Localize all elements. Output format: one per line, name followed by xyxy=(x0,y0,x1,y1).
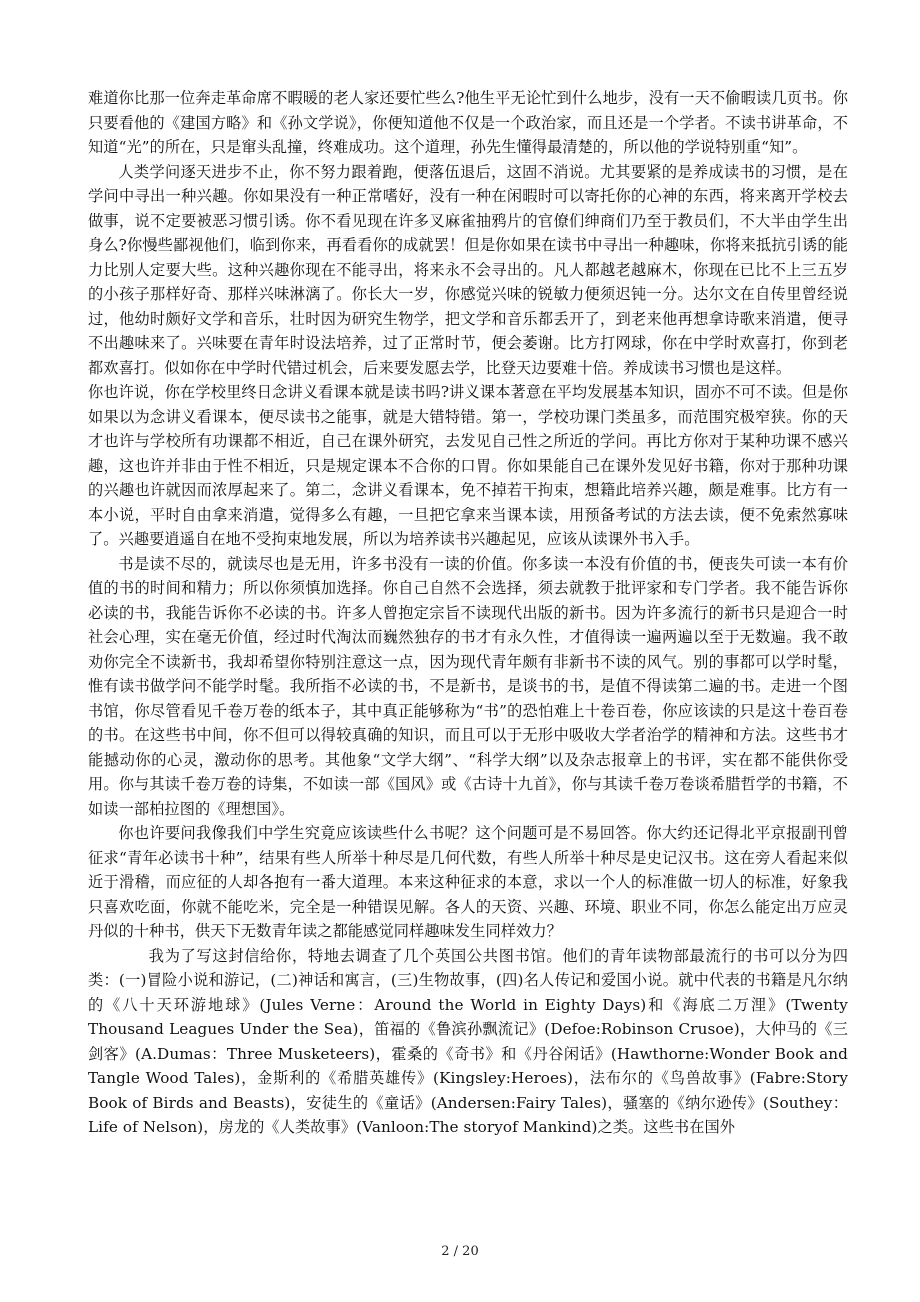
paragraph-6: 我为了写这封信给你，特地去调查了几个英国公共图书馆。他们的青年读物部最流行的书可以分为四类：(一)冒险小说和游记，(二)神话和寓言，(三)生物故事，(四)名人传记和爱国小说。就中代表的书籍是凡尔纳的《八十天环游地球》(Jules Verne：Around the World in Eighty Days)和《海底二万浬》(Twenty Thousand Leagues Under the Sea)，笛福的《鲁滨孙飘流记》(Defoe:Robinson Crusoe)，大仲马的《三剑客》(A.Dumas：Three Musketeers)，霍桑的《奇书》和《丹谷闲话》(Hawthorne:Wonder Book and Tangle Wood Tales)，金斯利的《希腊英雄传》(Kingsley:Heroes)，法布尔的《鸟兽故事》(Fabre:Story Book of Birds and Beasts)，安徒生的《童话》(Andersen:Fairy Tales)，骚塞的《纳尔逊传》(Southey：Life of Nelson)，房龙的《人类故事》(Vanloon:The storyof Mankind)之类。这些书在国外 xyxy=(88,946,848,1136)
paragraph-3: 你也许说，你在学校里终日念讲义看课本就是读书吗?讲义课本著意在平均发展基本知识，固亦不可不读。但是你如果以为念讲义看课本，便尽读书之能事，就是大错特错。第一，学校功课门类虽多，而范围究极窄狭。你的天才也许与学校所有功课都不相近，自己在课外研究，去发见自己性之所近的学问。再比方你对于某种功课不感兴趣，这也许并非由于性不相近，只是规定课本不合你的口胃。你如果能自己在课外发见好书籍，你对于那种功课的兴趣也许就因而浓厚起来了。第二，念讲义看课本，免不掉若干拘束，想籍此培养兴趣，颇是难事。比方有一本小说，平时自由拿来消遣，觉得多么有趣，一旦把它拿来当课本读，用预备考试的方法去读，便不免索然寡味了。兴趣要逍遥自在地不受拘束地发展，所以为培养读书兴趣起见，应该从读课外书入手。 xyxy=(88,383,848,548)
paragraph-1: 难道你比那一位奔走革命席不暇暖的老人家还要忙些么?他生平无论忙到什么地步，没有一天不偷暇读几页书。你只要看他的《建国方略》和《孙文学说》，你便知道他不仅是一个政治家，而且还是一个学者。不读书讲革命，不知道“光”的所在，只是窜头乱撞，终难成功。这个道理，孙先生懂得最清楚的，所以他的学说特别重“知”。 xyxy=(88,89,848,156)
paragraph-2: 人类学问逐天进步不止，你不努力跟着跑，便落伍退后，这固不消说。尤其要紧的是养成读书的习惯，是在学问中寻出一种兴趣。你如果没有一种正常嗜好，没有一种在闲暇时可以寄托你的心神的东西，将来离开学校去做事，说不定要被恶习惯引诱。你不看见现在许多叉麻雀抽鸦片的官僚们绅商们乃至于教员们，不大半由学生出身么?你慢些鄙视他们，临到你来，再看看你的成就罢！但是你如果在读书中寻出一种趣味，你将来抵抗引诱的能力比别人定要大些。这种兴趣你现在不能寻出，将来永不会寻出的。凡人都越老越麻木，你现在已比不上三五岁的小孩子那样好奇、那样兴味淋漓了。你长大一岁，你感觉兴味的锐敏力便须迟钝一分。达尔文在自传里曾经说过，他幼时颇好文学和音乐，壮时因为研究生物学，把文学和音乐都丢开了，到老来他再想拿诗歌来消遣，便寻不出趣味来了。兴味要在青年时设法培养，过了正常时节，便会萎谢。比方打网球，你在中学时欢喜打，你到老都欢喜打。似如你在中学时代错过机会，后来要发愿去学，比登天边要难十倍。养成读书习惯也是这样。 xyxy=(88,162,848,377)
page-number: 2 / 20 xyxy=(441,1244,479,1259)
document-page xyxy=(88,86,848,1140)
paragraph-5: 你也许要问我像我们中学生究竟应该读些什么书呢？这个问题可是不易回答。你大约还记得北平京报副刊曾征求“青年必读书十种”，结果有些人所举十种尽是几何代数，有些人所举十种尽是史记汉书。这在旁人看起来似近于滑稽，而应征的人却各抱有一番大道理。本来这种征求的本意，求以一个人的标准做一切人的标准，好象我只喜欢吃面，你就不能吃米，完全是一种错误见解。各人的天资、兴趣、环境、职业不同，你怎么能定出万应灵丹似的十种书，供天下无数青年读之都能感觉同样趣味发生同样效力？ xyxy=(88,824,848,940)
paragraph-4: 书是读不尽的，就读尽也是无用，许多书没有一读的价值。你多读一本没有价值的书，便丧失可读一本有价值的书的时间和精力；所以你须慎加选择。你自己自然不会选择，须去就教于批评家和专门学者。我不能告诉你必读的书，我能告诉你不必读的书。许多人曾抱定宗旨不读现代出版的新书。因为许多流行的新书只是迎合一时社会心理，实在毫无价值，经过时代淘汰而巍然独存的书才有永久性，才值得读一遍两遍以至于无数遍。我不敢劝你完全不读新书，我却希望你特别注意这一点，因为现代青年颇有非新书不读的风气。别的事都可以学时髦，惟有读书做学问不能学时髦。我所指不必读的书，不是新书，是谈书的书，是值不得读第二遍的书。走进一个图书馆，你尽管看见千卷万卷的纸本子，其中真正能够称为“书”的恐怕难上十卷百卷，你应该读的只是这十卷百卷的书。在这些书中间，你不但可以得较真确的知识，而且可以于无形中吸收大学者治学的精神和方法。这些书才能撼动你的心灵，激动你的思考。其他象“文学大纲”、“科学大纲”以及杂志报章上的书评，实在都不能供你受用。你与其读千卷万卷的诗集，不如读一部《国风》或《古诗十九首》，你与其读千卷万卷谈希腊哲学的书籍，不如读一部柏拉图的《理想国》。 xyxy=(88,554,848,818)
